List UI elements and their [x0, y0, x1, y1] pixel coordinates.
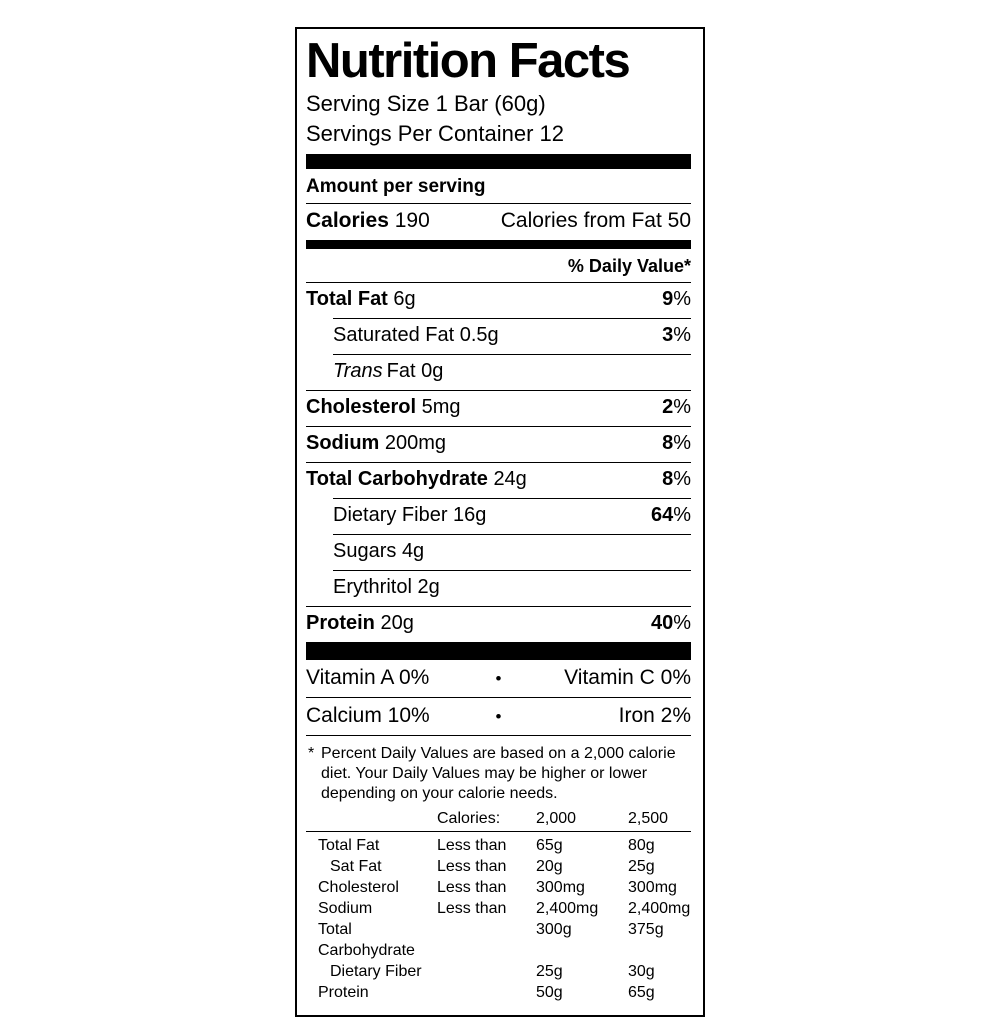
header-calories-label: Calories:	[437, 810, 501, 827]
nutrient-row-trans-fat	[333, 354, 691, 390]
nutrient-row-dietary-fiber	[333, 498, 691, 534]
reference-table-header	[306, 808, 691, 832]
nutrient-daily-value: 2%	[662, 396, 691, 418]
nutrient-row-saturated-fat	[333, 318, 691, 354]
reference-row-total-fat: Total Fat Less than 65g 80g	[318, 837, 655, 854]
nutrient-name: Sugars 4g	[333, 540, 425, 562]
nutrient-daily-value: 40%	[650, 612, 691, 634]
nutrient-name: Sodium 200mg	[306, 432, 447, 454]
footnote-text: Percent Daily Values are based on a 2,000 calorie diet. Your Daily Values may be higher or lower depending on your calorie needs.	[321, 745, 676, 802]
nutrient-daily-value: 9%	[662, 288, 691, 310]
iron-value: Iron 2%	[618, 704, 692, 727]
vitamin-a-value: Vitamin A 0%	[306, 666, 430, 689]
footnote-asterisk: *	[308, 745, 315, 762]
nutrient-row-cholesterol	[306, 390, 691, 426]
reference-row-cholesterol: Cholesterol Less than 300mg 300mg	[318, 879, 677, 896]
nutrient-name: Cholesterol 5mg	[306, 396, 461, 418]
header-spacer	[306, 808, 437, 829]
reference-row-sodium: Sodium Less than 2,400mg 2,400mg	[318, 900, 691, 917]
nutrition-facts-label	[295, 27, 705, 1017]
thick-separator-calories	[306, 240, 691, 249]
reference-row-dietary-fiber: Dietary Fiber 25g 30g	[330, 963, 655, 980]
servings-per-container-text: Servings Per Container 12	[306, 121, 565, 146]
nutrient-row-erythritol	[333, 570, 691, 606]
nutrient-name: Trans Fat 0g	[333, 360, 444, 382]
label-title: Nutrition Facts	[306, 34, 630, 88]
daily-value-header: % Daily Value*	[567, 256, 691, 276]
vitamin-row-a-c	[306, 660, 691, 698]
serving-size-text: Serving Size 1 Bar (60g)	[306, 91, 546, 116]
nutrient-name: Dietary Fiber 16g	[333, 504, 487, 526]
thick-separator-top	[306, 154, 691, 169]
calcium-value: Calcium 10%	[306, 704, 430, 727]
vitamin-c-value: Vitamin C 0%	[564, 666, 692, 689]
daily-value-footnote	[306, 736, 691, 806]
nutrient-daily-value: 8%	[662, 432, 691, 454]
calories-value: Calories 190	[306, 209, 430, 232]
nutrient-daily-value: 3%	[662, 324, 691, 346]
vitamin-row-calcium-iron	[306, 698, 691, 736]
nutrient-row-total-carbohydrate	[306, 462, 691, 498]
nutrient-row-protein	[306, 606, 691, 642]
header-2500-col: 2,500	[628, 810, 669, 827]
thick-separator-protein	[306, 642, 691, 660]
nutrient-daily-value: 64%	[650, 504, 691, 526]
nutrient-name: Protein 20g	[306, 612, 414, 634]
reference-values-table	[306, 808, 691, 1007]
header-2000-col: 2,000	[536, 810, 577, 827]
calories-from-fat: Calories from Fat 50	[500, 209, 691, 232]
bullet-separator: •	[495, 669, 502, 688]
nutrient-name: Saturated Fat 0.5g	[333, 324, 499, 346]
nutrient-name: Total Fat 6g	[306, 288, 416, 310]
nutrient-row-sugars	[333, 534, 691, 570]
nutrient-row-total-fat	[306, 282, 691, 318]
amount-per-serving-heading: Amount per serving	[306, 169, 691, 204]
nutrient-daily-value: 8%	[662, 468, 691, 490]
nutrient-row-sodium	[306, 426, 691, 462]
bullet-separator: •	[495, 707, 502, 726]
reference-table-body	[306, 832, 691, 1007]
reference-row-protein: Protein 50g 65g	[318, 984, 655, 1001]
reference-row-total-carbohydrate: Total Carbohydrate 300g 375g	[318, 921, 664, 959]
reference-row-sat-fat: Sat Fat Less than 20g 25g	[330, 858, 655, 875]
nutrient-name: Erythritol 2g	[333, 576, 440, 598]
nutrient-name: Total Carbohydrate 24g	[306, 468, 527, 490]
calories-row	[306, 204, 691, 240]
